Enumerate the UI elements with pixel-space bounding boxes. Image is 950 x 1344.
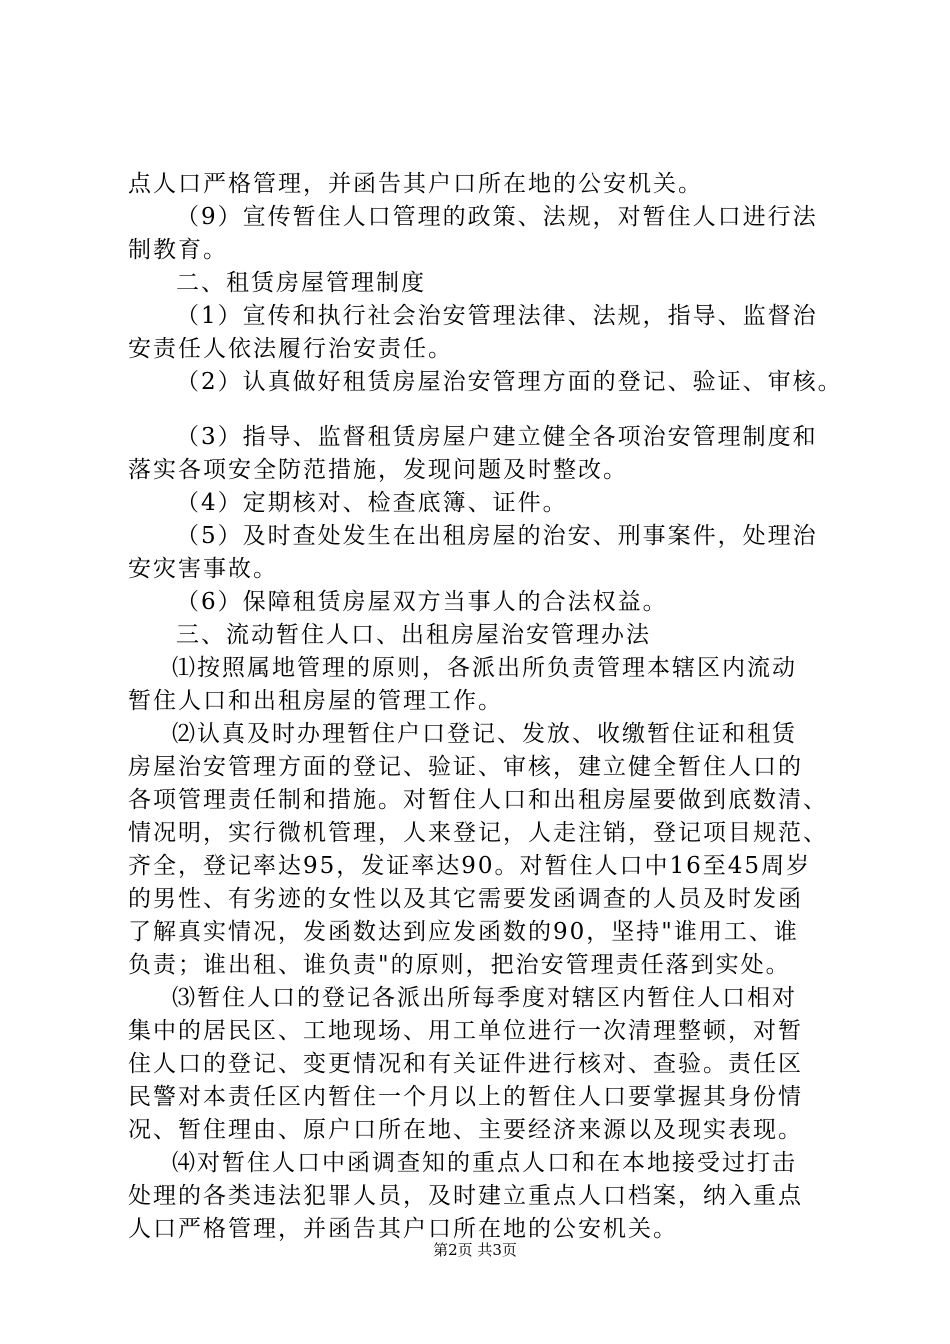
text-line: ⑶暂住人口的登记各派出所每季度对辖区内暂住人口相对	[172, 985, 797, 1011]
text-line: 处理的各类违法犯罪人员，及时建立重点人口档案，纳入重点	[128, 1183, 803, 1209]
text-line: ⑷对暂住人口中函调查知的重点人口和在本地接受过打击	[172, 1150, 797, 1176]
text-line: （6）保障租赁房屋双方当事人的合法权益。	[176, 589, 668, 615]
text-line: 安灾害事故。	[128, 556, 278, 582]
text-line: 负责；谁出租、谁负责"的原则，把治安管理责任落到实处。	[128, 952, 791, 978]
text-line: 各项管理责任制和措施。对暂住人口和出租房屋要做到底数清、	[128, 787, 828, 813]
blank-line	[128, 399, 848, 421]
text-line: 的男性、有劣迹的女性以及其它需要发函调查的人员及时发函	[128, 886, 803, 912]
text-line: ⑴按照属地管理的原则，各派出所负责管理本辖区内流动	[172, 655, 797, 681]
text-line: 民警对本责任区内暂住一个月以上的暂住人口要掌握其身份情	[128, 1084, 803, 1110]
text-line: 房屋治安管理方面的登记、验证、审核，建立健全暂住人口的	[128, 754, 803, 780]
page-footer: 第2页 共3页	[433, 1241, 517, 1259]
text-line: 制教育。	[128, 237, 228, 263]
text-line: 齐全，登记率达95，发证率达90。对暂住人口中16至45周岁	[128, 853, 812, 879]
text-line: 二、租赁房屋管理制度	[176, 270, 426, 296]
text-line: （4）定期核对、检查底簿、证件。	[176, 490, 568, 516]
text-line: 安责任人依法履行治安责任。	[128, 336, 453, 362]
text-line: 三、流动暂住人口、出租房屋治安管理办法	[176, 622, 651, 648]
text-line: 人口严格管理，并函告其户口所在地的公安机关。	[128, 1216, 678, 1242]
text-line: 况、暂住理由、原户口所在地、主要经济来源以及现实表现。	[128, 1117, 803, 1143]
text-line: （9）宣传暂住人口管理的政策、法规，对暂住人口进行法	[176, 204, 818, 230]
text-line: （5）及时查处发生在出租房屋的治安、刑事案件，处理治	[176, 523, 818, 549]
document-body	[128, 168, 848, 1246]
text-line: 了解真实情况，发函数达到应发函数的90，坚持"谁用工、谁	[128, 919, 799, 945]
text-line: 住人口的登记、变更情况和有关证件进行核对、查验。责任区	[128, 1051, 803, 1077]
text-line: （1）宣传和执行社会治安管理法律、法规，指导、监督治	[176, 303, 818, 329]
text-line: （2）认真做好租赁房屋治安管理方面的登记、验证、审核。	[176, 369, 843, 395]
text-line: （3）指导、监督租赁房屋户建立健全各项治安管理制度和	[176, 424, 818, 450]
text-line: 暂住人口和出租房屋的管理工作。	[128, 688, 503, 714]
text-line: 点人口严格管理，并函告其户口所在地的公安机关。	[128, 171, 703, 197]
text-line: ⑵认真及时办理暂住户口登记、发放、收缴暂住证和租赁	[172, 721, 797, 747]
text-line: 落实各项安全防范措施，发现问题及时整改。	[128, 457, 628, 483]
text-line: 集中的居民区、工地现场、用工单位进行一次清理整顿，对暂	[128, 1018, 803, 1044]
text-line: 情况明，实行微机管理，人来登记，人走注销，登记项目规范、	[128, 820, 828, 846]
